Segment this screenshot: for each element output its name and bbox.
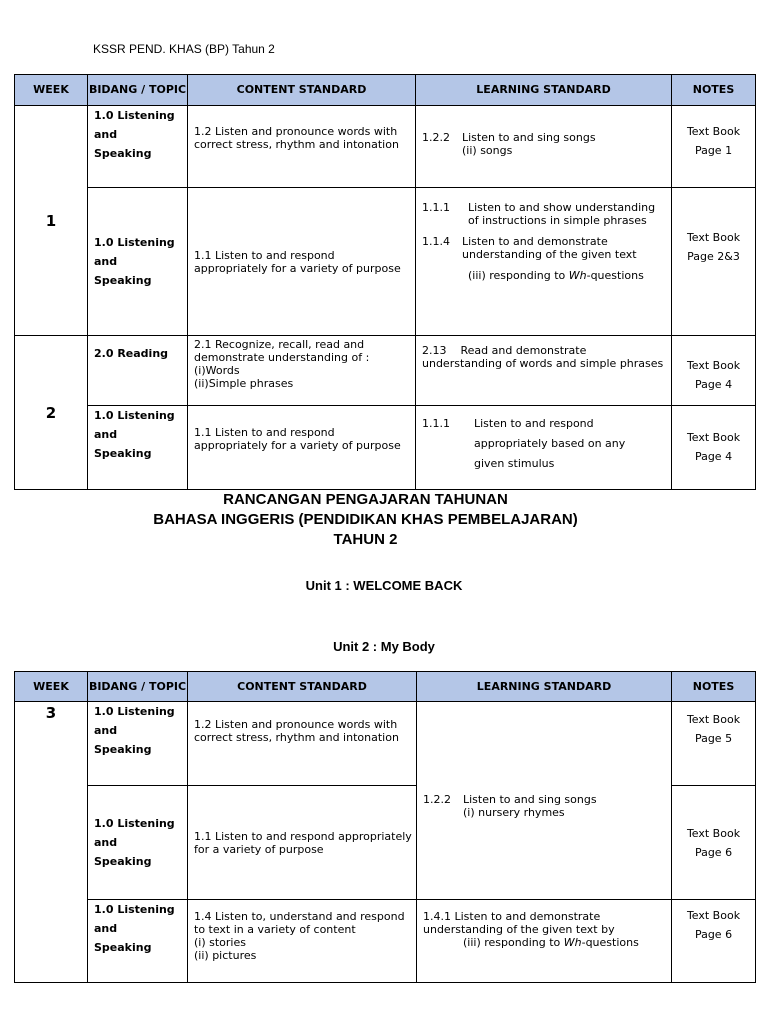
col-content-header: CONTENT STANDARD bbox=[188, 672, 417, 702]
content-standard-cell: 2.1 Recognize, recall, read and demonstrate understanding of : (i)Words (ii)Simple phrases bbox=[188, 336, 416, 406]
table-header-row bbox=[15, 672, 756, 702]
week-cell: 3 bbox=[15, 702, 88, 983]
table-row bbox=[15, 336, 756, 406]
col-topic-header: BIDANG / TOPIC bbox=[88, 672, 188, 702]
document-header: KSSR PEND. KHAS (BP) Tahun 2 bbox=[93, 42, 275, 56]
table-row bbox=[15, 406, 756, 490]
table-row bbox=[15, 106, 756, 188]
col-learning-header: LEARNING STANDARD bbox=[416, 75, 672, 106]
topic-cell: 1.0 Listening and Speaking bbox=[88, 188, 188, 336]
notes-cell: Text Book Page 4 bbox=[672, 336, 756, 406]
table-row bbox=[15, 900, 756, 983]
week-cell: 1 bbox=[15, 106, 88, 336]
learning-standard-cell: 1.1.1 Listen to and show understanding of instructions in simple phrases 1.1.4 Listen to and demonstrate understanding of the given text (iii) responding to Wh-questions bbox=[416, 188, 672, 336]
content-standard-cell: 1.1 Listen to and respond appropriately for a variety of purpose bbox=[188, 406, 416, 490]
table-row bbox=[15, 188, 756, 336]
notes-cell: Text Book Page 1 bbox=[672, 106, 756, 188]
col-notes-header: NOTES bbox=[672, 672, 756, 702]
schedule-table-1 bbox=[14, 74, 756, 490]
col-week-header: WEEK bbox=[15, 75, 88, 106]
topic-cell: 1.0 Listening and Speaking bbox=[88, 702, 188, 786]
notes-cell: Text Book Page 2&3 bbox=[672, 188, 756, 336]
table-row bbox=[15, 702, 756, 786]
learning-standard-cell: 1.2.2 Listen to and sing songs (i) nursery rhymes bbox=[417, 702, 672, 900]
learning-standard-cell: 1.1.1 Listen to and respond appropriately based on any given stimulus bbox=[416, 406, 672, 490]
col-week-header: WEEK bbox=[15, 672, 88, 702]
col-topic-header: BIDANG / TOPIC bbox=[88, 75, 188, 106]
topic-cell: 2.0 Reading bbox=[88, 336, 188, 406]
schedule-table-2 bbox=[14, 671, 756, 983]
learning-standard-cell: 2.13 Read and demonstrate understanding of words and simple phrases bbox=[416, 336, 672, 406]
topic-cell: 1.0 Listening and Speaking bbox=[88, 900, 188, 983]
unit-2-heading: Unit 2 : My Body bbox=[333, 639, 435, 654]
content-standard-cell: 1.1 Listen to and respond appropriately for a variety of purpose bbox=[188, 786, 417, 900]
week-cell: 2 bbox=[15, 336, 88, 490]
table-header-row bbox=[15, 75, 756, 106]
content-standard-cell: 1.1 Listen to and respond appropriately for a variety of purpose bbox=[188, 188, 416, 336]
content-standard-cell: 1.2 Listen and pronounce words with correct stress, rhythm and intonation bbox=[188, 106, 416, 188]
unit-1-heading: Unit 1 : WELCOME BACK bbox=[305, 578, 463, 593]
col-content-header: CONTENT STANDARD bbox=[188, 75, 416, 106]
content-standard-cell: 1.2 Listen and pronounce words with correct stress, rhythm and intonation bbox=[188, 702, 417, 786]
topic-cell: 1.0 Listening and Speaking bbox=[88, 106, 188, 188]
notes-cell: Text Book Page 5 bbox=[672, 702, 756, 786]
col-notes-header: NOTES bbox=[672, 75, 756, 106]
learning-standard-cell: 1.2.2 Listen to and sing songs (ii) songs bbox=[416, 106, 672, 188]
notes-cell: Text Book Page 6 bbox=[672, 786, 756, 900]
topic-cell: 1.0 Listening and Speaking bbox=[88, 786, 188, 900]
notes-cell: Text Book Page 6 bbox=[672, 900, 756, 983]
col-learning-header: LEARNING STANDARD bbox=[417, 672, 672, 702]
topic-cell: 1.0 Listening and Speaking bbox=[88, 406, 188, 490]
document-title: RANCANGAN PENGAJARAN TAHUNAN BAHASA INGGERIS (PENDIDIKAN KHAS PEMBELAJARAN) TAHUN 2 bbox=[153, 491, 578, 548]
learning-standard-cell: 1.4.1 Listen to and demonstrate understanding of the given text by (iii) responding to Wh-questions bbox=[417, 900, 672, 983]
content-standard-cell: 1.4 Listen to, understand and respond to text in a variety of content (i) stories (ii) pictures bbox=[188, 900, 417, 983]
notes-cell: Text Book Page 4 bbox=[672, 406, 756, 490]
